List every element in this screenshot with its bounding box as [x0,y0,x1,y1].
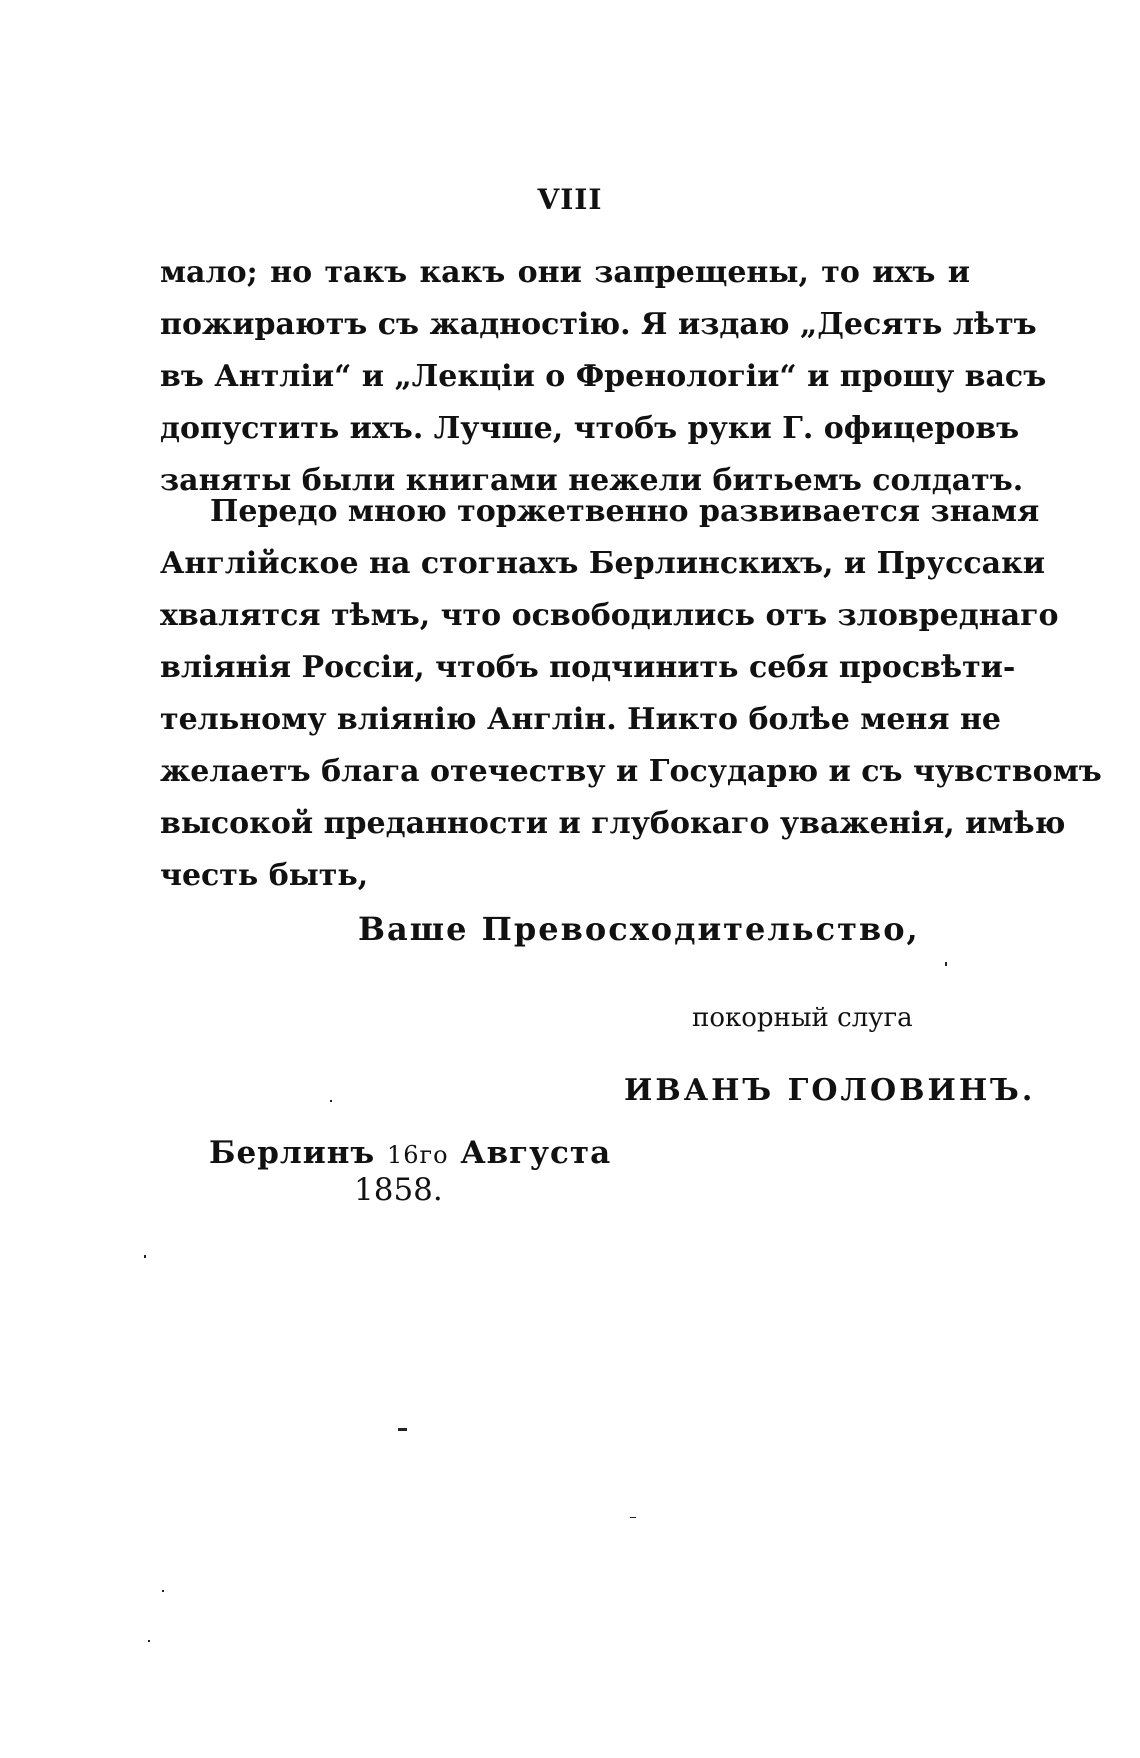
scan-speck [162,1590,164,1592]
scan-speck [330,1100,332,1102]
page-number: VIII [537,183,603,216]
salutation: Ваше Превосходительство, [358,910,920,948]
scan-speck [630,1517,636,1518]
text-line: пожираютъ съ жадностію. Я издаю „Десять лѣтъ [160,307,1037,342]
scan-speck [398,1428,407,1431]
paragraph-1 [160,247,1047,507]
text-line: Англійское на стогнахъ Берлинскихъ, и Пруссаки [160,546,1045,581]
month: Августа [460,1135,612,1171]
text-line: вліянія Россіи, чтобъ подчинить себя просвѣти- [160,650,1016,685]
text-line: желаетъ блага отечеству и Государю и съ чувствомъ [160,754,1102,789]
scan-speck [144,1255,146,1258]
place-date [209,1135,611,1171]
year: 1858. [354,1172,443,1208]
closing-phrase: покорный слуга [692,1003,913,1033]
paragraph-2 [160,486,1102,902]
text-line: мало; но такъ какъ они запрещены, то ихъ и [160,255,970,290]
signature-name: ИВАНЪ ГОЛОВИНЪ. [624,1073,1036,1108]
text-line: хвалятся тѣмъ, что освободились отъ зловреднаго [160,598,1059,633]
scan-speck [945,962,947,966]
text-line: допустить ихъ. Лучше, чтобъ руки Г. офицеровъ [160,411,1020,446]
scan-speck [148,1640,150,1642]
place: Берлинъ [209,1135,376,1171]
text-line: въ Антліи“ и „Лекціи о Френологіи“ и прошу васъ [160,359,1047,394]
text-line: честь быть, [160,858,369,893]
text-line: высокой преданности и глубокаго уваженія, имѣю [160,806,1066,841]
text-line: Передо мною торжетвенно развивается знамя [210,494,1040,529]
text-line: тельному вліянію Англін. Никто болѣе меня не [160,702,1002,737]
day: 16го [387,1141,449,1169]
text-line: заняты были книгами нежели битьемъ солдатъ. [160,463,1024,498]
